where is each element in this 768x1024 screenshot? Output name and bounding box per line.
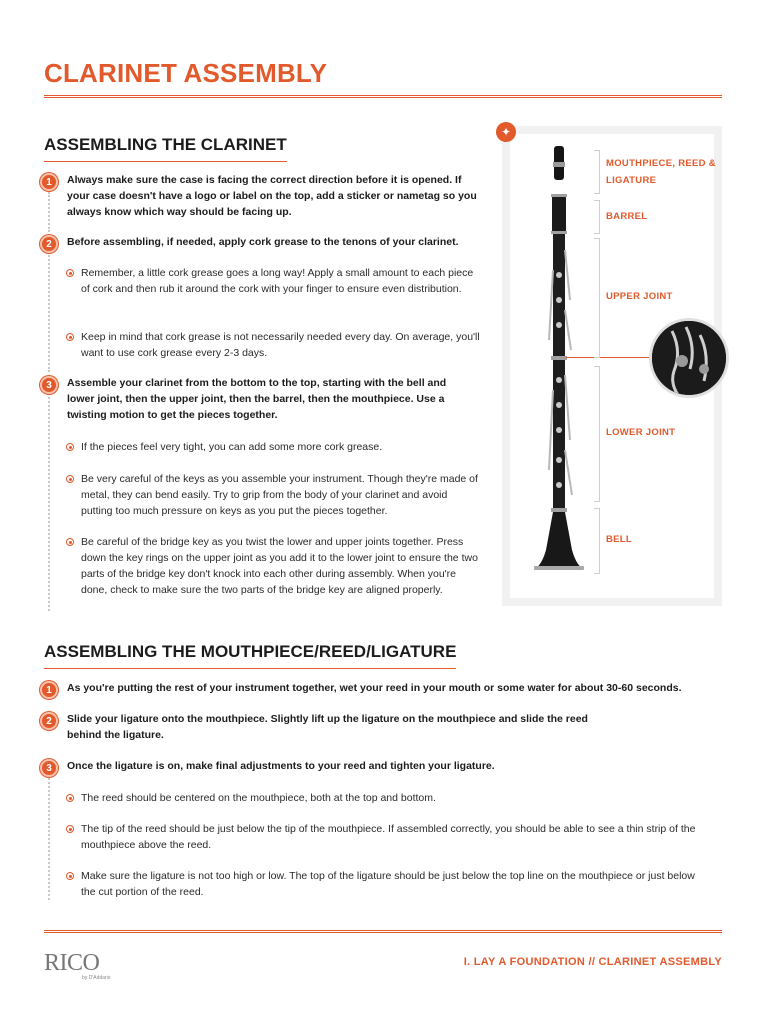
step-number-badge: 2 bbox=[40, 235, 58, 253]
step-number-badge: 1 bbox=[40, 173, 58, 191]
label-mouthpiece: MOUTHPIECE, REED & LIGATURE bbox=[606, 158, 716, 186]
bullet-text: Keep in mind that cork grease is not necessarily needed every day. On average, you'll want to use cork grease every 2-3 days. bbox=[81, 331, 480, 359]
step-text: Assemble your clarinet from the bottom to the top, starting with the bell and lower joint, then the upper joint, then the barrel, then the mouthpiece. Use a twisting motion to get the pieces together. bbox=[67, 377, 447, 421]
bracket-upper-joint bbox=[594, 238, 600, 358]
list-item bbox=[66, 821, 706, 853]
step-number-badge: 3 bbox=[40, 759, 58, 777]
list-item bbox=[66, 439, 480, 455]
bullet-text: Make sure the ligature is not too high or low. The top of the ligature should be just below the top line on the mouthpiece or just below the cut portion of the reed. bbox=[81, 870, 695, 898]
bullet-icon bbox=[66, 538, 74, 546]
bullet-icon bbox=[66, 872, 74, 880]
step-connector bbox=[48, 252, 50, 372]
bullet-text: The tip of the reed should be just below the tip of the mouthpiece. If assembled correctly, you should be able to see a thin strip of the mouthpiece above the reed. bbox=[81, 823, 696, 851]
brand-logo: RICO bbox=[44, 950, 100, 976]
list-item bbox=[66, 790, 706, 806]
step-number-badge: 1 bbox=[40, 681, 58, 699]
barrel-shape bbox=[552, 196, 566, 232]
bullet-text: Remember, a little cork grease goes a long way! Apply a small amount to each piece of cork and then rub it around the cork with your finger to ensure even distribution. bbox=[81, 267, 474, 295]
list-item bbox=[66, 868, 706, 900]
label-barrel: BARREL bbox=[606, 211, 648, 222]
bullet-text: Be careful of the bridge key as you twist the lower and upper joints together. Press down the key rings on the upper joint as you add it to the lower joint to ensure the two parts of the bridge key don't knock into each other during assembly. When you're done, check to make sure the two parts of the bridge key are aligned properly. bbox=[81, 536, 478, 596]
page-title: CLARINET ASSEMBLY bbox=[44, 58, 328, 88]
bell-shape bbox=[536, 512, 582, 568]
bullet-icon bbox=[66, 269, 74, 277]
section-heading-clarinet: ASSEMBLING THE CLARINET bbox=[44, 135, 287, 162]
brand-logo-subtext: by D'Addario bbox=[82, 975, 111, 981]
bullet-icon bbox=[66, 443, 74, 451]
bullet-icon bbox=[66, 794, 74, 802]
step-connector bbox=[48, 778, 50, 900]
ligature-shape bbox=[553, 162, 565, 167]
list-item bbox=[66, 534, 480, 598]
upper-joint-shape bbox=[553, 234, 565, 358]
step-item bbox=[40, 758, 700, 777]
zoom-connector bbox=[566, 357, 650, 358]
bullet-text: If the pieces feel very tight, you can add some more cork grease. bbox=[81, 441, 383, 453]
bullet-text: The reed should be centered on the mouthpiece, both at the top and bottom. bbox=[81, 792, 436, 804]
bullet-icon bbox=[66, 475, 74, 483]
bracket-lower-joint bbox=[594, 366, 600, 502]
bracket-mouthpiece bbox=[594, 150, 600, 194]
bullet-icon bbox=[66, 333, 74, 341]
step-text: Always make sure the case is facing the correct direction before it is opened. If your case doesn't have a logo or label on the top, add a sticker or nametag so you always know which way should be facing up. bbox=[67, 174, 477, 218]
step-item bbox=[40, 234, 490, 253]
title-divider bbox=[44, 95, 722, 98]
list-item bbox=[66, 471, 480, 519]
bridge-key-zoom-image bbox=[649, 318, 729, 398]
label-lower-joint: LOWER JOINT bbox=[606, 427, 676, 438]
step-text: Before assembling, if needed, apply cork grease to the tenons of your clarinet. bbox=[67, 236, 459, 248]
step-connector bbox=[48, 393, 50, 611]
step-item bbox=[40, 711, 600, 743]
footer-divider bbox=[44, 930, 722, 933]
footer-breadcrumb: I. LAY A FOUNDATION // CLARINET ASSEMBLY bbox=[463, 956, 722, 968]
step-text: Slide your ligature onto the mouthpiece. Slightly lift up the ligature on the mouthpiece and slide the reed behind the ligature. bbox=[67, 713, 588, 741]
step-text: As you're putting the rest of your instrument together, wet your reed in your mouth or some water for about 30-60 seconds. bbox=[67, 682, 682, 694]
step-number-badge: 3 bbox=[40, 376, 58, 394]
bracket-bell bbox=[594, 508, 600, 574]
bullet-icon bbox=[66, 825, 74, 833]
list-item bbox=[66, 329, 480, 361]
step-item bbox=[40, 375, 476, 423]
section-heading-mouthpiece: ASSEMBLING THE MOUTHPIECE/REED/LIGATURE bbox=[44, 642, 456, 669]
clarinet-image bbox=[520, 140, 600, 580]
step-number-badge: 2 bbox=[40, 712, 58, 730]
bracket-barrel bbox=[594, 200, 600, 234]
step-text: Once the ligature is on, make final adjustments to your reed and tighten your ligature. bbox=[67, 760, 495, 772]
bullet-text: Be very careful of the keys as you assemble your instrument. Though they're made of metal, they can bend easily. Try to grip from the body of your clarinet and avoid putting too much pressure on keys as you put the pieces together. bbox=[81, 473, 478, 517]
label-upper-joint: UPPER JOINT bbox=[606, 291, 673, 302]
star-badge-icon: ✦ bbox=[496, 122, 516, 142]
label-bell: BELL bbox=[606, 534, 633, 545]
list-item bbox=[66, 265, 480, 297]
step-item bbox=[40, 680, 740, 699]
step-item bbox=[40, 172, 480, 220]
